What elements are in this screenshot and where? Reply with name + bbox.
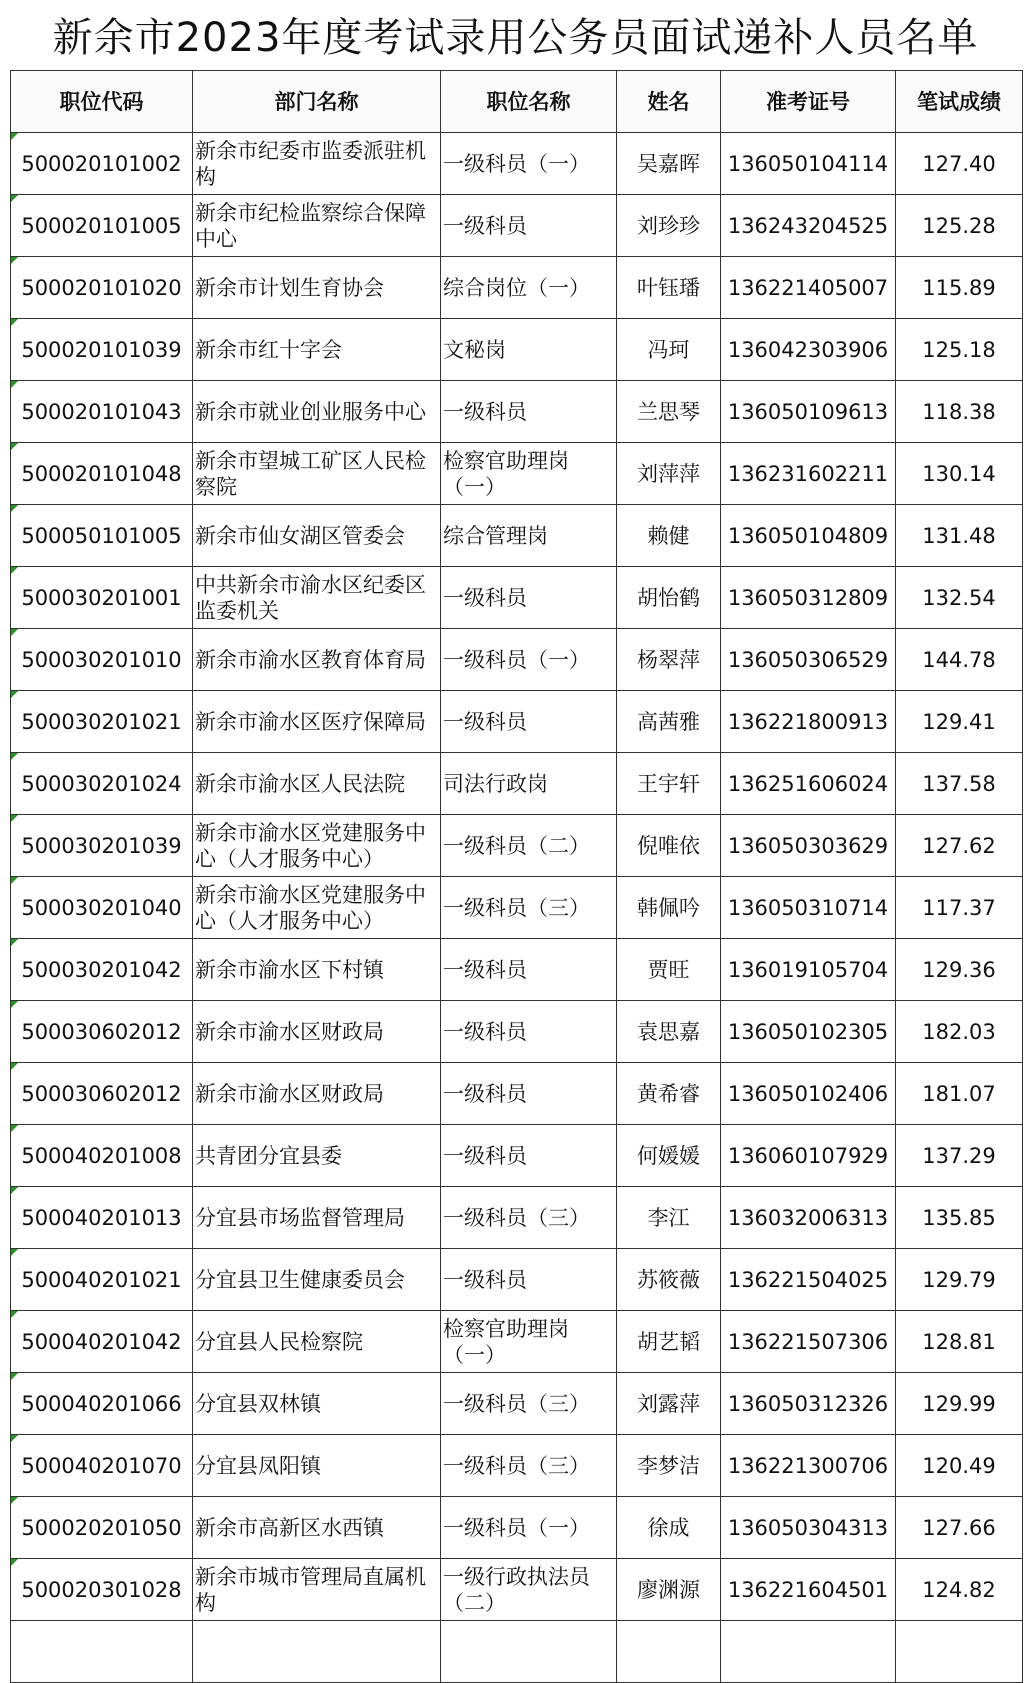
name-cell: 苏筱薇 [617, 1249, 721, 1311]
ticket-number-cell: 136221507306 [721, 1311, 896, 1373]
table-row [11, 1063, 1023, 1125]
ticket-number-cell: 136221800913 [721, 691, 896, 753]
header-ticket-number: 准考证号 [721, 71, 896, 133]
position-name-cell: 一级科员（三） [441, 1187, 617, 1249]
name-cell: 叶钰璠 [617, 257, 721, 319]
page-title: 新余市2023年度考试录用公务员面试递补人员名单 [52, 14, 979, 61]
header-written-score: 笔试成绩 [896, 71, 1023, 133]
written-score-cell: 127.40 [896, 133, 1023, 195]
department-cell: 新余市渝水区下村镇 [193, 939, 441, 1001]
department-cell: 分宜县卫生健康委员会 [193, 1249, 441, 1311]
ticket-number-cell: 136050104809 [721, 505, 896, 567]
name-cell: 赖健 [617, 505, 721, 567]
position-code-cell: 500020101005 [11, 195, 193, 257]
position-code-cell: 500040201066 [11, 1373, 193, 1435]
department-cell: 分宜县市场监督管理局 [193, 1187, 441, 1249]
department-cell: 共青团分宜县委 [193, 1125, 441, 1187]
position-name-cell: 综合管理岗 [441, 505, 617, 567]
name-cell: 贾旺 [617, 939, 721, 1001]
table-row [11, 1373, 1023, 1435]
written-score-cell: 131.48 [896, 505, 1023, 567]
ticket-number-cell: 136050310714 [721, 877, 896, 939]
position-code-cell: 500030602012 [11, 1063, 193, 1125]
position-code-cell: 500020101043 [11, 381, 193, 443]
name-cell: 韩佩吟 [617, 877, 721, 939]
position-name-cell: 一级科员 [441, 1125, 617, 1187]
position-name-cell: 文秘岗 [441, 319, 617, 381]
written-score-cell: 118.38 [896, 381, 1023, 443]
department-cell: 新余市渝水区教育体育局 [193, 629, 441, 691]
position-name-cell: 一级科员 [441, 939, 617, 1001]
position-code-cell: 500040201021 [11, 1249, 193, 1311]
department-cell: 新余市纪委市监委派驻机构 [193, 133, 441, 195]
department-cell: 新余市仙女湖区管委会 [193, 505, 441, 567]
department-cell: 新余市渝水区医疗保障局 [193, 691, 441, 753]
header-department: 部门名称 [193, 71, 441, 133]
name-cell: 刘露萍 [617, 1373, 721, 1435]
position-code-cell: 500040201013 [11, 1187, 193, 1249]
department-cell: 新余市计划生育协会 [193, 257, 441, 319]
position-name-cell: 一级科员 [441, 195, 617, 257]
table-row [11, 815, 1023, 877]
name-cell: 李江 [617, 1187, 721, 1249]
position-code-cell: 500040201070 [11, 1435, 193, 1497]
ticket-number-cell: 136050102305 [721, 1001, 896, 1063]
position-code-cell: 500030201042 [11, 939, 193, 1001]
table-row [11, 1249, 1023, 1311]
table-row [11, 691, 1023, 753]
written-score-cell: 130.14 [896, 443, 1023, 505]
empty-cell [721, 1621, 896, 1683]
position-name-cell: 一级科员 [441, 1063, 617, 1125]
table-row [11, 443, 1023, 505]
empty-cell [11, 1621, 193, 1683]
table-row [11, 877, 1023, 939]
position-name-cell: 一级科员（三） [441, 1373, 617, 1435]
position-code-cell: 500040201042 [11, 1311, 193, 1373]
department-cell: 新余市就业创业服务中心 [193, 381, 441, 443]
ticket-number-cell: 136060107929 [721, 1125, 896, 1187]
empty-cell [617, 1621, 721, 1683]
written-score-cell: 129.41 [896, 691, 1023, 753]
candidate-table [10, 70, 1023, 1683]
name-cell: 倪唯依 [617, 815, 721, 877]
position-name-cell: 检察官助理岗（一） [441, 1311, 617, 1373]
written-score-cell: 182.03 [896, 1001, 1023, 1063]
position-code-cell: 500030602012 [11, 1001, 193, 1063]
name-cell: 胡艺韬 [617, 1311, 721, 1373]
name-cell: 高茜雅 [617, 691, 721, 753]
ticket-number-cell: 136042303906 [721, 319, 896, 381]
position-name-cell: 一级科员（三） [441, 877, 617, 939]
department-cell: 新余市望城工矿区人民检察院 [193, 443, 441, 505]
ticket-number-cell: 136243204525 [721, 195, 896, 257]
written-score-cell: 132.54 [896, 567, 1023, 629]
written-score-cell: 124.82 [896, 1559, 1023, 1621]
table-row [11, 1187, 1023, 1249]
position-name-cell: 一级科员（一） [441, 133, 617, 195]
table-row [11, 133, 1023, 195]
ticket-number-cell: 136050109613 [721, 381, 896, 443]
empty-cell [441, 1621, 617, 1683]
position-name-cell: 一级科员 [441, 567, 617, 629]
ticket-number-cell: 136251606024 [721, 753, 896, 815]
table-row [11, 257, 1023, 319]
position-name-cell: 一级科员（二） [441, 815, 617, 877]
written-score-cell: 127.66 [896, 1497, 1023, 1559]
department-cell: 新余市城市管理局直属机构 [193, 1559, 441, 1621]
department-cell: 分宜县人民检察院 [193, 1311, 441, 1373]
department-cell: 新余市渝水区党建服务中心（人才服务中心） [193, 877, 441, 939]
name-cell: 杨翠萍 [617, 629, 721, 691]
ticket-number-cell: 136221604501 [721, 1559, 896, 1621]
position-code-cell: 500030201021 [11, 691, 193, 753]
table-row [11, 567, 1023, 629]
department-cell: 新余市红十字会 [193, 319, 441, 381]
position-code-cell: 500020101039 [11, 319, 193, 381]
ticket-number-cell: 136050304313 [721, 1497, 896, 1559]
department-cell: 新余市高新区水西镇 [193, 1497, 441, 1559]
name-cell: 兰思琴 [617, 381, 721, 443]
name-cell: 袁思嘉 [617, 1001, 721, 1063]
position-name-cell: 一级行政执法员（二） [441, 1559, 617, 1621]
table-row [11, 505, 1023, 567]
table-row [11, 1559, 1023, 1621]
written-score-cell: 128.81 [896, 1311, 1023, 1373]
position-code-cell: 500020101020 [11, 257, 193, 319]
name-cell: 李梦洁 [617, 1435, 721, 1497]
department-cell: 新余市渝水区党建服务中心（人才服务中心） [193, 815, 441, 877]
name-cell: 王宇轩 [617, 753, 721, 815]
name-cell: 黄希睿 [617, 1063, 721, 1125]
position-code-cell: 500020101002 [11, 133, 193, 195]
name-cell: 廖渊源 [617, 1559, 721, 1621]
written-score-cell: 137.29 [896, 1125, 1023, 1187]
ticket-number-cell: 136221300706 [721, 1435, 896, 1497]
department-cell: 新余市渝水区财政局 [193, 1063, 441, 1125]
written-score-cell: 129.79 [896, 1249, 1023, 1311]
name-cell: 徐成 [617, 1497, 721, 1559]
position-code-cell: 500030201040 [11, 877, 193, 939]
empty-cell [896, 1621, 1023, 1683]
written-score-cell: 144.78 [896, 629, 1023, 691]
table-row [11, 319, 1023, 381]
table-row [11, 381, 1023, 443]
name-cell: 何媛媛 [617, 1125, 721, 1187]
written-score-cell: 125.28 [896, 195, 1023, 257]
table-row [11, 195, 1023, 257]
header-row [11, 71, 1023, 133]
position-code-cell: 500030201039 [11, 815, 193, 877]
position-name-cell: 一级科员 [441, 381, 617, 443]
position-name-cell: 一级科员（三） [441, 1435, 617, 1497]
position-name-cell: 一级科员 [441, 691, 617, 753]
empty-row [11, 1621, 1023, 1683]
written-score-cell: 181.07 [896, 1063, 1023, 1125]
position-code-cell: 500020301028 [11, 1559, 193, 1621]
department-cell: 新余市纪检监察综合保障中心 [193, 195, 441, 257]
ticket-number-cell: 136050312809 [721, 567, 896, 629]
department-cell: 分宜县凤阳镇 [193, 1435, 441, 1497]
position-code-cell: 500040201008 [11, 1125, 193, 1187]
position-name-cell: 一级科员（一） [441, 629, 617, 691]
header-name: 姓名 [617, 71, 721, 133]
position-code-cell: 500030201001 [11, 567, 193, 629]
position-name-cell: 一级科员 [441, 1001, 617, 1063]
ticket-number-cell: 136050102406 [721, 1063, 896, 1125]
position-code-cell: 500050101005 [11, 505, 193, 567]
written-score-cell: 120.49 [896, 1435, 1023, 1497]
table-row [11, 629, 1023, 691]
written-score-cell: 137.58 [896, 753, 1023, 815]
header-position-code: 职位代码 [11, 71, 193, 133]
written-score-cell: 129.36 [896, 939, 1023, 1001]
table-row [11, 1001, 1023, 1063]
department-cell: 分宜县双林镇 [193, 1373, 441, 1435]
ticket-number-cell: 136019105704 [721, 939, 896, 1001]
ticket-number-cell: 136231602211 [721, 443, 896, 505]
department-cell: 新余市渝水区人民法院 [193, 753, 441, 815]
ticket-number-cell: 136050303629 [721, 815, 896, 877]
position-name-cell: 检察官助理岗（一） [441, 443, 617, 505]
name-cell: 冯珂 [617, 319, 721, 381]
table-row [11, 939, 1023, 1001]
department-cell: 中共新余市渝水区纪委区监委机关 [193, 567, 441, 629]
empty-cell [193, 1621, 441, 1683]
ticket-number-cell: 136221504025 [721, 1249, 896, 1311]
ticket-number-cell: 136221405007 [721, 257, 896, 319]
ticket-number-cell: 136032006313 [721, 1187, 896, 1249]
written-score-cell: 115.89 [896, 257, 1023, 319]
name-cell: 吴嘉晖 [617, 133, 721, 195]
written-score-cell: 135.85 [896, 1187, 1023, 1249]
table-row [11, 753, 1023, 815]
table-row [11, 1125, 1023, 1187]
table-row [11, 1435, 1023, 1497]
ticket-number-cell: 136050104114 [721, 133, 896, 195]
ticket-number-cell: 136050306529 [721, 629, 896, 691]
position-code-cell: 500030201010 [11, 629, 193, 691]
position-name-cell: 司法行政岗 [441, 753, 617, 815]
position-name-cell: 一级科员 [441, 1249, 617, 1311]
table-row [11, 1311, 1023, 1373]
department-cell: 新余市渝水区财政局 [193, 1001, 441, 1063]
position-code-cell: 500020201050 [11, 1497, 193, 1559]
written-score-cell: 125.18 [896, 319, 1023, 381]
position-code-cell: 500020101048 [11, 443, 193, 505]
written-score-cell: 127.62 [896, 815, 1023, 877]
position-code-cell: 500030201024 [11, 753, 193, 815]
name-cell: 刘珍珍 [617, 195, 721, 257]
position-name-cell: 一级科员（一） [441, 1497, 617, 1559]
position-name-cell: 综合岗位（一） [441, 257, 617, 319]
header-position-name: 职位名称 [441, 71, 617, 133]
table-row [11, 1497, 1023, 1559]
written-score-cell: 129.99 [896, 1373, 1023, 1435]
name-cell: 刘萍萍 [617, 443, 721, 505]
written-score-cell: 117.37 [896, 877, 1023, 939]
name-cell: 胡怡鹤 [617, 567, 721, 629]
ticket-number-cell: 136050312326 [721, 1373, 896, 1435]
